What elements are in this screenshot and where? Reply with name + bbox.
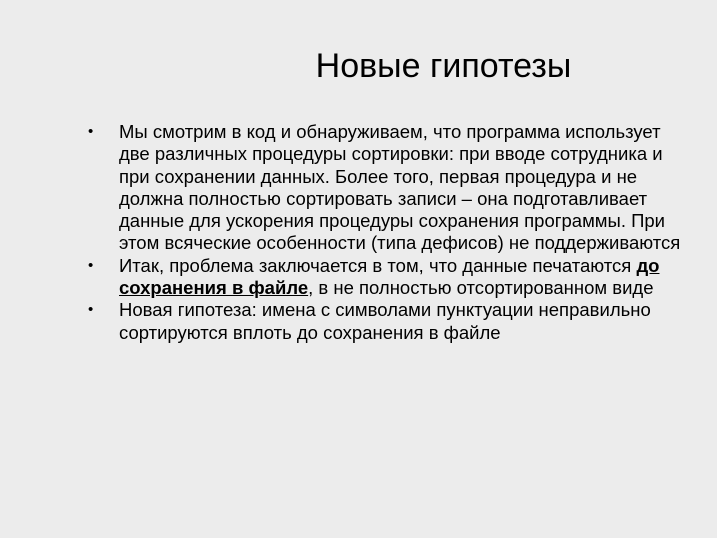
slide-title: Новые гипотезы <box>315 47 572 85</box>
bullet-dot-icon: • <box>88 256 94 274</box>
bullet-item <box>88 299 688 344</box>
bullet-text-before: Итак, проблема заключается в том, что данные печатаются <box>119 254 637 276</box>
bullet-list <box>88 121 688 344</box>
bullet-text: Мы смотрим в код и обнаруживаем, что программа использует две различных процедуры сортировки: при вводе сотрудника и при сохранении данных. Более того, первая процедура и не должна полностью сортировать записи – она подготавливает данные для ускорения процедуры сохранения программы. При этом всяческие особенности (типа дефисов) не поддерживаются <box>119 121 681 254</box>
bullet-item <box>88 121 688 255</box>
bullet-text: Новая гипотеза: имена с символами пунктуации неправильно сортируются вплоть до сохранения в файле <box>119 299 651 343</box>
bullet-item <box>88 255 688 300</box>
bullet-text-after: , в не полностью отсортированном виде <box>308 277 654 299</box>
bullet-dot-icon: • <box>88 123 94 140</box>
bullet-dot-icon: • <box>88 301 94 319</box>
bullet-text-emphasis: до сохранения в файле <box>119 254 660 299</box>
